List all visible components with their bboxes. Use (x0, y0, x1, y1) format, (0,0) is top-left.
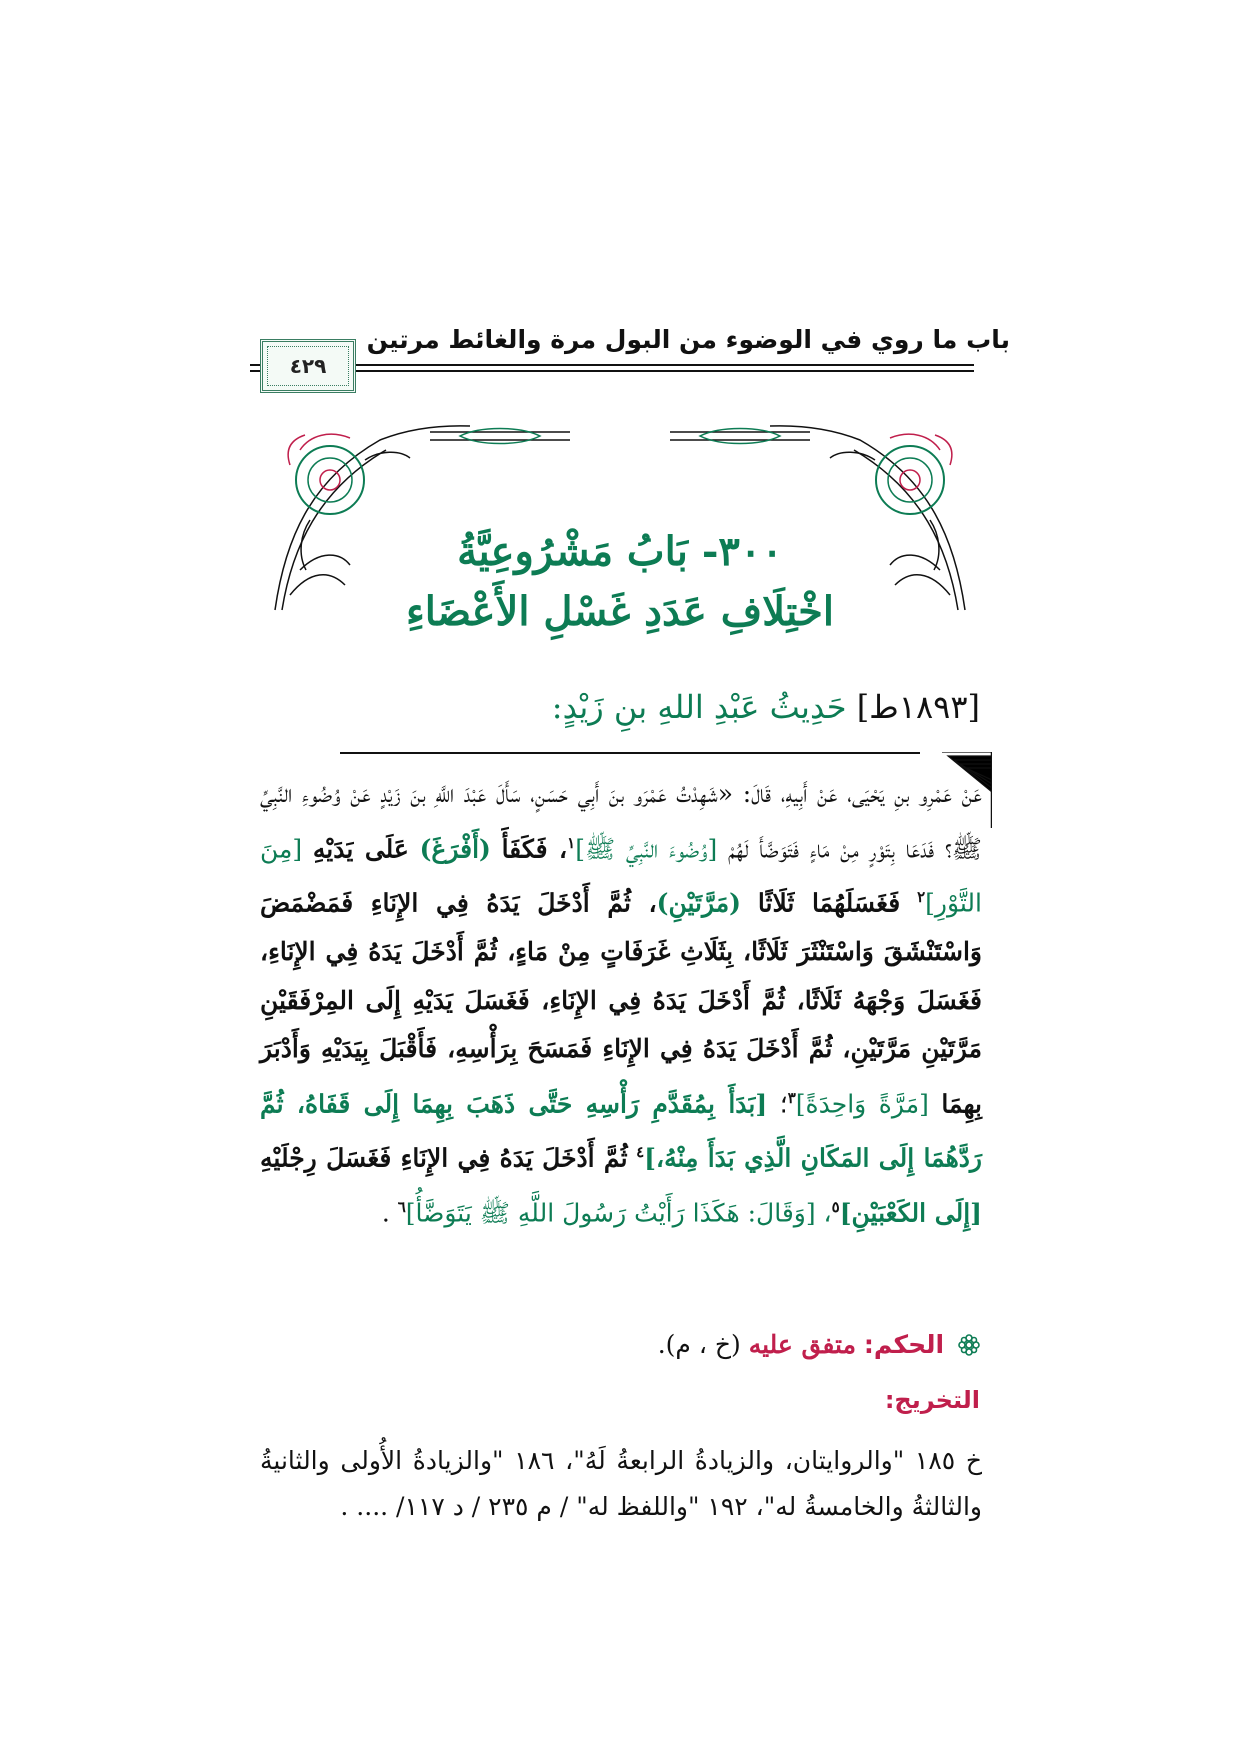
running-header-title: باب ما روي في الوضوء من البول مرة والغائط مرتين (366, 325, 1010, 354)
hadith-variant-1: (أَفْرَغَ) (419, 833, 491, 863)
section-underline (340, 752, 920, 754)
header-rule-right-top (354, 364, 974, 366)
footnote-marker-2: ٢ (917, 888, 926, 907)
chapter-title-line-2: اخْتِلَافِ عَدَدِ غَسْلِ الأَعْضَاءِ (405, 588, 835, 635)
hadith-part-7: فَغَسَلَهُمَا ثَلَاثًا (757, 888, 901, 918)
header-rule-left-top (250, 364, 260, 366)
hadith-addition-5: [إِلَى الكَعْبَيْنِ] (839, 1198, 982, 1228)
ruling-line (300, 1330, 980, 1359)
ruling-sources: (خ ، م). (657, 1330, 741, 1359)
takhrij-heading: التخريج: (884, 1386, 980, 1414)
page-number: ٤٢٩ (289, 354, 327, 378)
header-rule-right-bottom (354, 370, 974, 372)
hadith-part-3: ، فَكَفَأَ (501, 833, 568, 863)
right-corner-ornament-icon (770, 426, 965, 610)
page-number-box (260, 339, 356, 393)
footnote-marker-1: ١ (567, 833, 576, 852)
hadith-part-11: ؛ (779, 1088, 788, 1118)
flower-bullet-icon (958, 1334, 980, 1356)
section-heading (300, 688, 980, 726)
ruling-value: متفق عليه (748, 1330, 856, 1359)
section-number: [١٨٩٣ط] (856, 688, 980, 726)
left-corner-ornament-icon (275, 426, 470, 610)
footnote-marker-6: ٦ (397, 1198, 406, 1217)
hadith-part-16: . (381, 1198, 390, 1228)
hadith-part-5: عَلَى يَدَيْهِ (312, 833, 409, 863)
footnote-marker-3: ٣ (787, 1088, 796, 1107)
hadith-addition-4: [بَدَأَ بِمُقَدَّمِ رَأْسِهِ حَتَّى ذَهَبَ بِهِمَا إِلَى قَفَاهُ، ثُمَّ رَدَّهُمَا إِلَى المَكَانِ الَّذِي بَدَأَ مِنْهُ،] (260, 1088, 982, 1173)
hadith-part-9: ، ثُمَّ أَدْخَلَ يَدَهُ فِي الإِنَاءِ فَمَضْمَضَ وَاسْتَنْشَقَ وَاسْتَنْثَرَ ثَلَاثًا، بِثَلَاثِ غَرَفَاتٍ مِنْ مَاءٍ، ثُمَّ أَدْخَلَ يَدَهُ فِي الإِنَاءِ، فَغَسَلَ وَجْهَهُ ثَلَاثًا، ثُمَّ أَدْخَلَ يَدَهُ فِي الإِنَاءِ، فَغَسَلَ يَدَيْهِ إِلَى المِرْفَقَيْنِ مَرَّتَيْنِ مَرَّتَيْنِ، ثُمَّ أَدْخَلَ يَدَهُ فِي الإِنَاءِ فَمَسَحَ بِرَأْسِهِ، فَأَقْبَلَ بِيَدَيْهِ وَأَدْبَرَ بِهِمَا (260, 888, 982, 1118)
ruling-label: الحكم: (863, 1330, 945, 1359)
hadith-text (260, 770, 982, 1238)
footnote-marker-5: ٥ (831, 1198, 840, 1217)
header-rule-left-bottom (250, 370, 260, 372)
footnote-marker-4: ٤ (636, 1143, 645, 1162)
hadith-addition-3: [مَرَّةً وَاحِدَةً] (795, 1088, 929, 1118)
takhrij-text: خ ١٨٥ "والروايتان، والزيادةُ الرابعةُ لَهُ"، ١٨٦ "والزيادةُ الأُولى والثانيةُ والثالثةُ والخامسةُ له"، ١٩٢ "واللفظ له" / م ٢٣٥ / د ١١٧/ .... . (260, 1446, 982, 1521)
hadith-part-1: عَنْ عَمْرِو بنِ يَحْيَى، عَنْ أَبِيهِ، قَالَ: «شَهِدْتُ عَمْرَو بنَ أَبِي حَسَنٍ، سَأَلَ عَبْدَ اللَّهِ بنَ زَيْدٍ عَنْ وُضُوءِ النَّبِيِّ ﷺ؟ فَدَعَا بِتَوْرٍ مِنْ مَاءٍ فَتَوَضَّأَ لَهُمْ (260, 779, 982, 863)
chapter-title-line-1: ٣٠٠- بَابُ مَشْرُوعِيَّةُ (457, 528, 783, 575)
hadith-addition-6: ، [وَقَالَ: هَكَذَا رَأَيْتُ رَسُولَ اللَّهِ ﷺ يَتَوَضَّأُ] (405, 1198, 832, 1228)
hadith-variant-2: (مَرَّتَيْنِ) (656, 888, 742, 918)
section-title: حَدِيثُ عَبْدِ اللهِ بنِ زَيْدٍ: (551, 688, 847, 726)
hadith-addition-1: [وُضُوءَ النَّبِيِّ ﷺ] (575, 833, 718, 863)
hadith-addition-2: [مِنَ التَّوْرِ] (260, 833, 982, 918)
hadith-part-13: ثُمَّ أَدْخَلَ يَدَهُ فِي الإِنَاءِ فَغَسَلَ رِجْلَيْهِ (260, 1143, 628, 1173)
top-band-ornament-icon (430, 429, 810, 444)
